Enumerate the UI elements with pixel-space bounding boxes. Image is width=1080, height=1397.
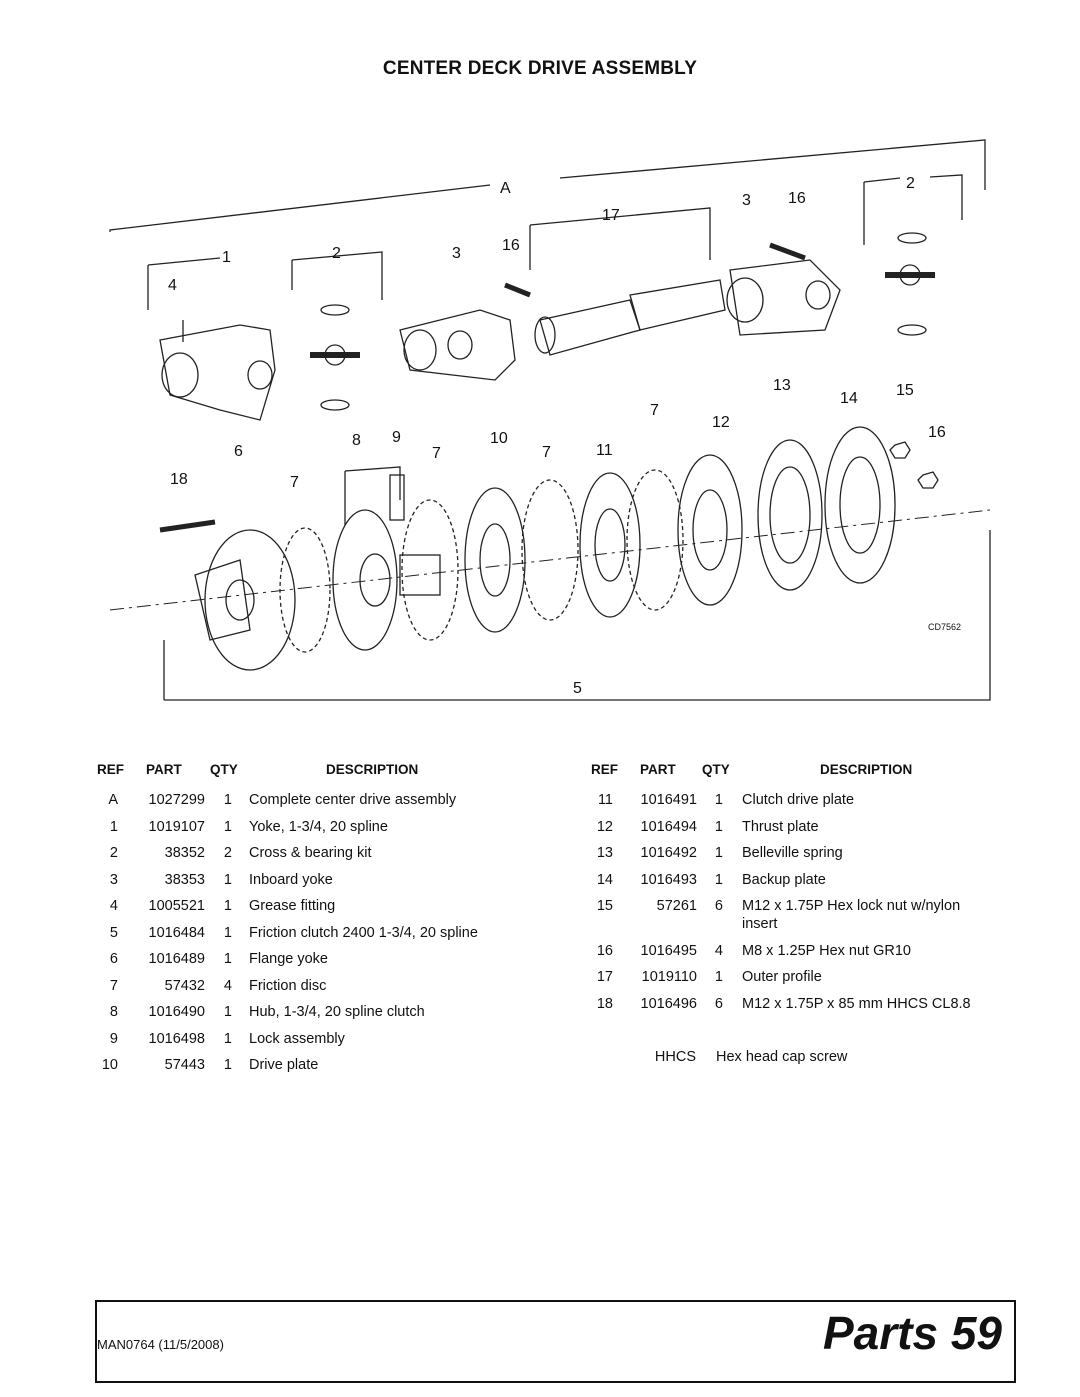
row-qty: 1 [714,792,723,808]
callout-13: 13 [773,377,791,394]
row-ref: 8 [109,1004,118,1020]
callout-8: 8 [352,432,361,449]
header-qty: QTY [702,762,730,777]
row-qty: 1 [714,969,723,985]
callout-4: 4 [168,277,177,294]
parts-table-right [0,762,1080,1092]
row-description: Drive plate [249,1057,319,1073]
callout-16: 16 [502,237,520,254]
row-qty: 6 [714,995,723,1012]
callout-16c: 16 [928,424,946,441]
row-description: Cross & bearing kit [249,845,372,861]
footer-doc-code: MAN0764 (11/5/2008) [97,1337,224,1352]
callout-16b: 16 [788,190,806,207]
row-description: Friction disc [249,977,327,994]
row-ref: 15 [596,898,613,914]
callout-7c: 7 [542,444,551,461]
row-part: 1016495 [640,942,697,959]
row-ref: 11 [597,792,613,808]
row-ref: 4 [109,898,118,914]
row-ref: 12 [596,818,613,835]
callout-17: 17 [602,207,620,224]
row-part: 1016489 [148,951,205,967]
row-part: 57432 [164,977,205,994]
callout-10: 10 [490,430,508,447]
row-part: 1016491 [640,792,697,808]
row-ref: 5 [109,924,118,941]
row-description: M12 x 1.75P Hex lock nut w/nylon [742,898,961,914]
callout-9: 9 [392,429,401,446]
page-title: CENTER DECK DRIVE ASSEMBLY [382,58,698,79]
row-part: 1005521 [148,898,205,914]
row-description: Outer profile [742,969,822,985]
callout-15: 15 [896,382,914,399]
row-description: Lock assembly [249,1030,345,1047]
row-ref: 7 [109,977,118,994]
row-part: 1016494 [640,818,697,835]
callout-2b: 2 [906,175,915,192]
row-ref: 2 [109,845,118,861]
row-description: Belleville spring [742,845,843,861]
callout-14: 14 [840,390,858,407]
footer-page-label [823,1306,1002,1360]
row-description-cont: insert [742,916,778,932]
header-description: DESCRIPTION [326,762,419,777]
row-ref: 10 [101,1057,118,1073]
footer-page-number: 59 [950,1307,1002,1359]
row-description: Complete center drive assembly [249,792,457,808]
callout-2: 2 [332,245,341,262]
row-ref: 13 [596,845,613,861]
row-qty: 1 [223,792,232,808]
row-qty: 1 [223,951,232,967]
row-description: Clutch drive plate [742,792,855,808]
row-ref: 17 [596,969,613,985]
callout-12: 12 [712,414,730,431]
row-description: M12 x 1.75P x 85 mm HHCS CL8.8 [742,995,971,1012]
row-ref: 14 [596,871,613,888]
row-ref: 9 [109,1030,118,1047]
row-description: Hub, 1-3/4, 20 spline clutch [249,1004,425,1020]
callout-18: 18 [170,471,188,488]
row-qty: 6 [714,898,723,914]
row-qty: 1 [223,871,232,888]
row-qty: 1 [223,1057,232,1073]
row-part: 1027299 [148,792,205,808]
row-ref: 3 [109,871,118,888]
row-description: Thrust plate [742,818,819,835]
row-ref: 1 [109,818,118,835]
row-part: 1016496 [640,995,697,1012]
row-part: 1016498 [148,1030,205,1047]
footer-section: Parts [822,1307,939,1359]
row-qty: 1 [714,871,723,888]
row-description: Yoke, 1-3/4, 20 spline [249,818,388,835]
callout-1: 1 [222,249,231,266]
row-qty: 4 [223,977,232,994]
row-part: 57261 [656,898,697,914]
row-description: Friction clutch 2400 1-3/4, 20 spline [249,924,478,941]
row-description: Flange yoke [249,951,328,967]
header-description: DESCRIPTION [820,762,913,777]
callout-A: A [500,180,511,197]
row-part: 57443 [164,1057,205,1073]
row-qty: 1 [223,898,232,914]
callout-7d: 7 [290,474,299,491]
row-qty: 1 [714,845,723,861]
row-description: Grease fitting [249,898,336,914]
row-part: 1016493 [640,871,697,888]
row-part: 38352 [164,845,205,861]
abbreviation-code: HHCS [654,1049,696,1065]
row-part: 38353 [164,871,205,888]
abbreviation-meaning: Hex head cap screw [716,1049,848,1065]
callout-5: 5 [573,680,582,697]
callout-7b: 7 [432,445,441,462]
row-description: Backup plate [742,871,826,888]
row-qty: 1 [223,1030,232,1047]
row-ref: 18 [596,995,613,1012]
callout-7a: 7 [650,402,659,419]
callout-3: 3 [452,245,461,262]
row-qty: 1 [223,924,232,941]
header-ref: REF [591,762,618,777]
header-part: PART [640,762,676,777]
figure-code: CD7562 [928,622,962,632]
row-part: 1019110 [641,969,697,985]
row-qty: 1 [223,1004,232,1020]
row-part: 1016490 [148,1004,205,1020]
header-part: PART [146,762,182,777]
callout-6: 6 [234,443,243,460]
callout-11: 11 [596,442,613,459]
row-part: 1019107 [148,818,205,835]
row-qty: 4 [714,942,723,959]
callout-3b: 3 [742,192,751,209]
row-ref: 6 [109,951,118,967]
row-qty: 1 [714,818,723,835]
row-ref: 16 [596,942,613,959]
row-part: 1016492 [640,845,697,861]
row-part: 1016484 [148,924,205,941]
header-qty: QTY [210,762,238,777]
row-qty: 1 [223,818,232,835]
header-ref: REF [97,762,124,777]
exploded-parts-diagram [100,130,1000,710]
row-ref: A [108,792,118,808]
row-description: Inboard yoke [249,871,333,888]
row-description: M8 x 1.25P Hex nut GR10 [742,942,911,959]
row-qty: 2 [223,845,232,861]
